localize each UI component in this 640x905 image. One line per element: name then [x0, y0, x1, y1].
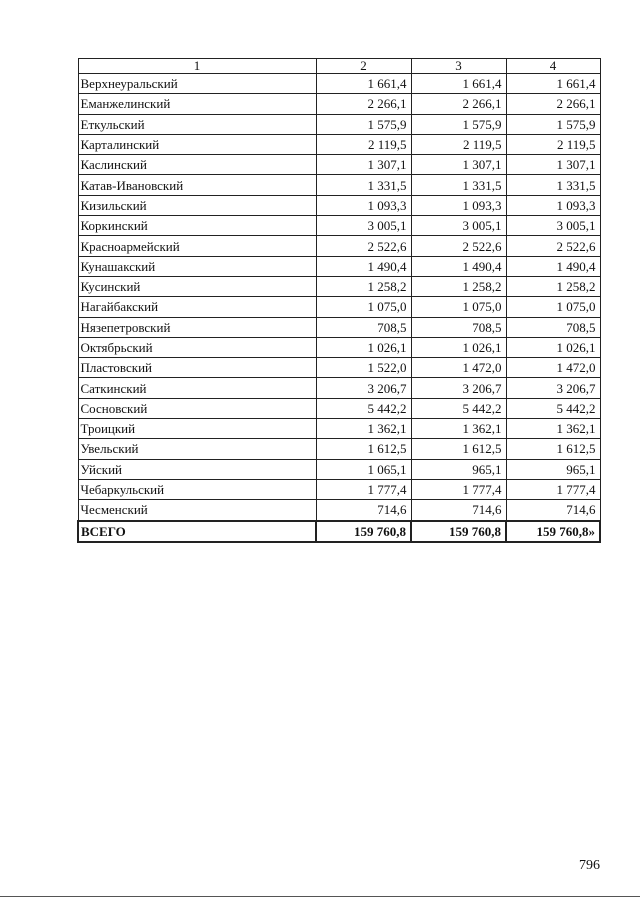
table-row	[78, 297, 600, 317]
value-col4-cell: 1 258,2	[506, 276, 600, 296]
column-number-row	[78, 59, 600, 74]
district-name-cell: Еткульский	[78, 114, 316, 134]
table-row	[78, 114, 600, 134]
value-col3-cell: 1 490,4	[411, 256, 506, 276]
value-col4-cell: 1 026,1	[506, 337, 600, 357]
table-row	[78, 398, 600, 418]
table-row	[78, 155, 600, 175]
value-col4-cell: 1 661,4	[506, 74, 600, 94]
district-name-cell: Кусинский	[78, 276, 316, 296]
value-col3-cell: 2 119,5	[411, 134, 506, 154]
district-name-cell: Красноармейский	[78, 236, 316, 256]
value-col2-cell: 1 362,1	[316, 419, 411, 439]
district-name-cell: Катав-Ивановский	[78, 175, 316, 195]
table-body	[78, 74, 600, 521]
value-col4-cell: 714,6	[506, 500, 600, 521]
table-row	[78, 317, 600, 337]
district-name-cell: Верхнеуральский	[78, 74, 316, 94]
district-name-cell: Уйский	[78, 459, 316, 479]
district-name-cell: Саткинский	[78, 378, 316, 398]
value-col3-cell: 1 661,4	[411, 74, 506, 94]
table-row	[78, 276, 600, 296]
value-col2-cell: 1 307,1	[316, 155, 411, 175]
value-col4-cell: 1 331,5	[506, 175, 600, 195]
table-row	[78, 94, 600, 114]
value-col2-cell: 1 075,0	[316, 297, 411, 317]
district-name-cell: Троицкий	[78, 419, 316, 439]
district-name-cell: Коркинский	[78, 216, 316, 236]
district-name-cell: Карталинский	[78, 134, 316, 154]
district-name-cell: Кизильский	[78, 195, 316, 215]
value-col2-cell: 5 442,2	[316, 398, 411, 418]
value-col2-cell: 708,5	[316, 317, 411, 337]
value-col2-cell: 1 258,2	[316, 276, 411, 296]
value-col2-cell: 1 777,4	[316, 479, 411, 499]
footer-rule	[0, 896, 640, 897]
value-col3-cell: 3 206,7	[411, 378, 506, 398]
table-row	[78, 479, 600, 499]
value-col2-cell: 2 119,5	[316, 134, 411, 154]
value-col2-cell: 1 661,4	[316, 74, 411, 94]
total-value-col4: 159 760,8»	[506, 521, 600, 542]
value-col4-cell: 3 005,1	[506, 216, 600, 236]
district-name-cell: Чесменский	[78, 500, 316, 521]
value-col2-cell: 2 266,1	[316, 94, 411, 114]
table-row	[78, 358, 600, 378]
district-name-cell: Еманжелинский	[78, 94, 316, 114]
value-col4-cell: 708,5	[506, 317, 600, 337]
value-col2-cell: 1 490,4	[316, 256, 411, 276]
value-col3-cell: 1 362,1	[411, 419, 506, 439]
value-col2-cell: 1 093,3	[316, 195, 411, 215]
column-header-3: 3	[411, 59, 506, 74]
total-label: ВСЕГО	[78, 521, 316, 542]
page-number: 796	[579, 858, 600, 873]
value-col4-cell: 1 575,9	[506, 114, 600, 134]
value-col2-cell: 714,6	[316, 500, 411, 521]
value-col3-cell: 2 266,1	[411, 94, 506, 114]
value-col4-cell: 2 266,1	[506, 94, 600, 114]
value-col4-cell: 1 472,0	[506, 358, 600, 378]
value-col3-cell: 1 472,0	[411, 358, 506, 378]
value-col3-cell: 1 612,5	[411, 439, 506, 459]
value-col3-cell: 714,6	[411, 500, 506, 521]
district-name-cell: Нагайбакский	[78, 297, 316, 317]
value-col2-cell: 1 026,1	[316, 337, 411, 357]
value-col4-cell: 1 612,5	[506, 439, 600, 459]
value-col3-cell: 1 258,2	[411, 276, 506, 296]
table-row	[78, 419, 600, 439]
value-col3-cell: 2 522,6	[411, 236, 506, 256]
value-col2-cell: 1 612,5	[316, 439, 411, 459]
total-value-col2: 159 760,8	[316, 521, 411, 542]
value-col2-cell: 1 331,5	[316, 175, 411, 195]
district-name-cell: Октябрьский	[78, 337, 316, 357]
district-name-cell: Каслинский	[78, 155, 316, 175]
value-col3-cell: 1 777,4	[411, 479, 506, 499]
value-col4-cell: 3 206,7	[506, 378, 600, 398]
table-row	[78, 236, 600, 256]
value-col2-cell: 1 575,9	[316, 114, 411, 134]
district-name-cell: Сосновский	[78, 398, 316, 418]
value-col3-cell: 1 307,1	[411, 155, 506, 175]
value-col4-cell: 2 522,6	[506, 236, 600, 256]
value-col4-cell: 1 075,0	[506, 297, 600, 317]
value-col2-cell: 1 522,0	[316, 358, 411, 378]
value-col4-cell: 1 093,3	[506, 195, 600, 215]
district-name-cell: Кунашакский	[78, 256, 316, 276]
district-name-cell: Нязепетровский	[78, 317, 316, 337]
value-col3-cell: 708,5	[411, 317, 506, 337]
table-row	[78, 337, 600, 357]
table-row	[78, 74, 600, 94]
value-col4-cell: 5 442,2	[506, 398, 600, 418]
value-col3-cell: 5 442,2	[411, 398, 506, 418]
table-row	[78, 175, 600, 195]
column-header-2: 2	[316, 59, 411, 74]
value-col4-cell: 1 777,4	[506, 479, 600, 499]
value-col3-cell: 1 093,3	[411, 195, 506, 215]
district-name-cell: Чебаркульский	[78, 479, 316, 499]
total-row	[78, 521, 600, 542]
district-allocation-table	[77, 58, 601, 543]
table-row	[78, 195, 600, 215]
value-col3-cell: 1 575,9	[411, 114, 506, 134]
value-col4-cell: 1 490,4	[506, 256, 600, 276]
table-row	[78, 216, 600, 236]
column-header-4: 4	[506, 59, 600, 74]
value-col2-cell: 3 206,7	[316, 378, 411, 398]
value-col2-cell: 1 065,1	[316, 459, 411, 479]
table-row	[78, 134, 600, 154]
table-row	[78, 500, 600, 521]
value-col3-cell: 1 075,0	[411, 297, 506, 317]
value-col3-cell: 1 331,5	[411, 175, 506, 195]
column-header-1: 1	[78, 59, 316, 74]
value-col4-cell: 1 307,1	[506, 155, 600, 175]
value-col2-cell: 3 005,1	[316, 216, 411, 236]
district-name-cell: Увельский	[78, 439, 316, 459]
value-col3-cell: 1 026,1	[411, 337, 506, 357]
table-row	[78, 378, 600, 398]
value-col2-cell: 2 522,6	[316, 236, 411, 256]
value-col4-cell: 2 119,5	[506, 134, 600, 154]
total-value-col3: 159 760,8	[411, 521, 506, 542]
value-col3-cell: 3 005,1	[411, 216, 506, 236]
table-row	[78, 256, 600, 276]
table-row	[78, 459, 600, 479]
value-col4-cell: 965,1	[506, 459, 600, 479]
value-col3-cell: 965,1	[411, 459, 506, 479]
district-name-cell: Пластовский	[78, 358, 316, 378]
table-row	[78, 439, 600, 459]
value-col4-cell: 1 362,1	[506, 419, 600, 439]
